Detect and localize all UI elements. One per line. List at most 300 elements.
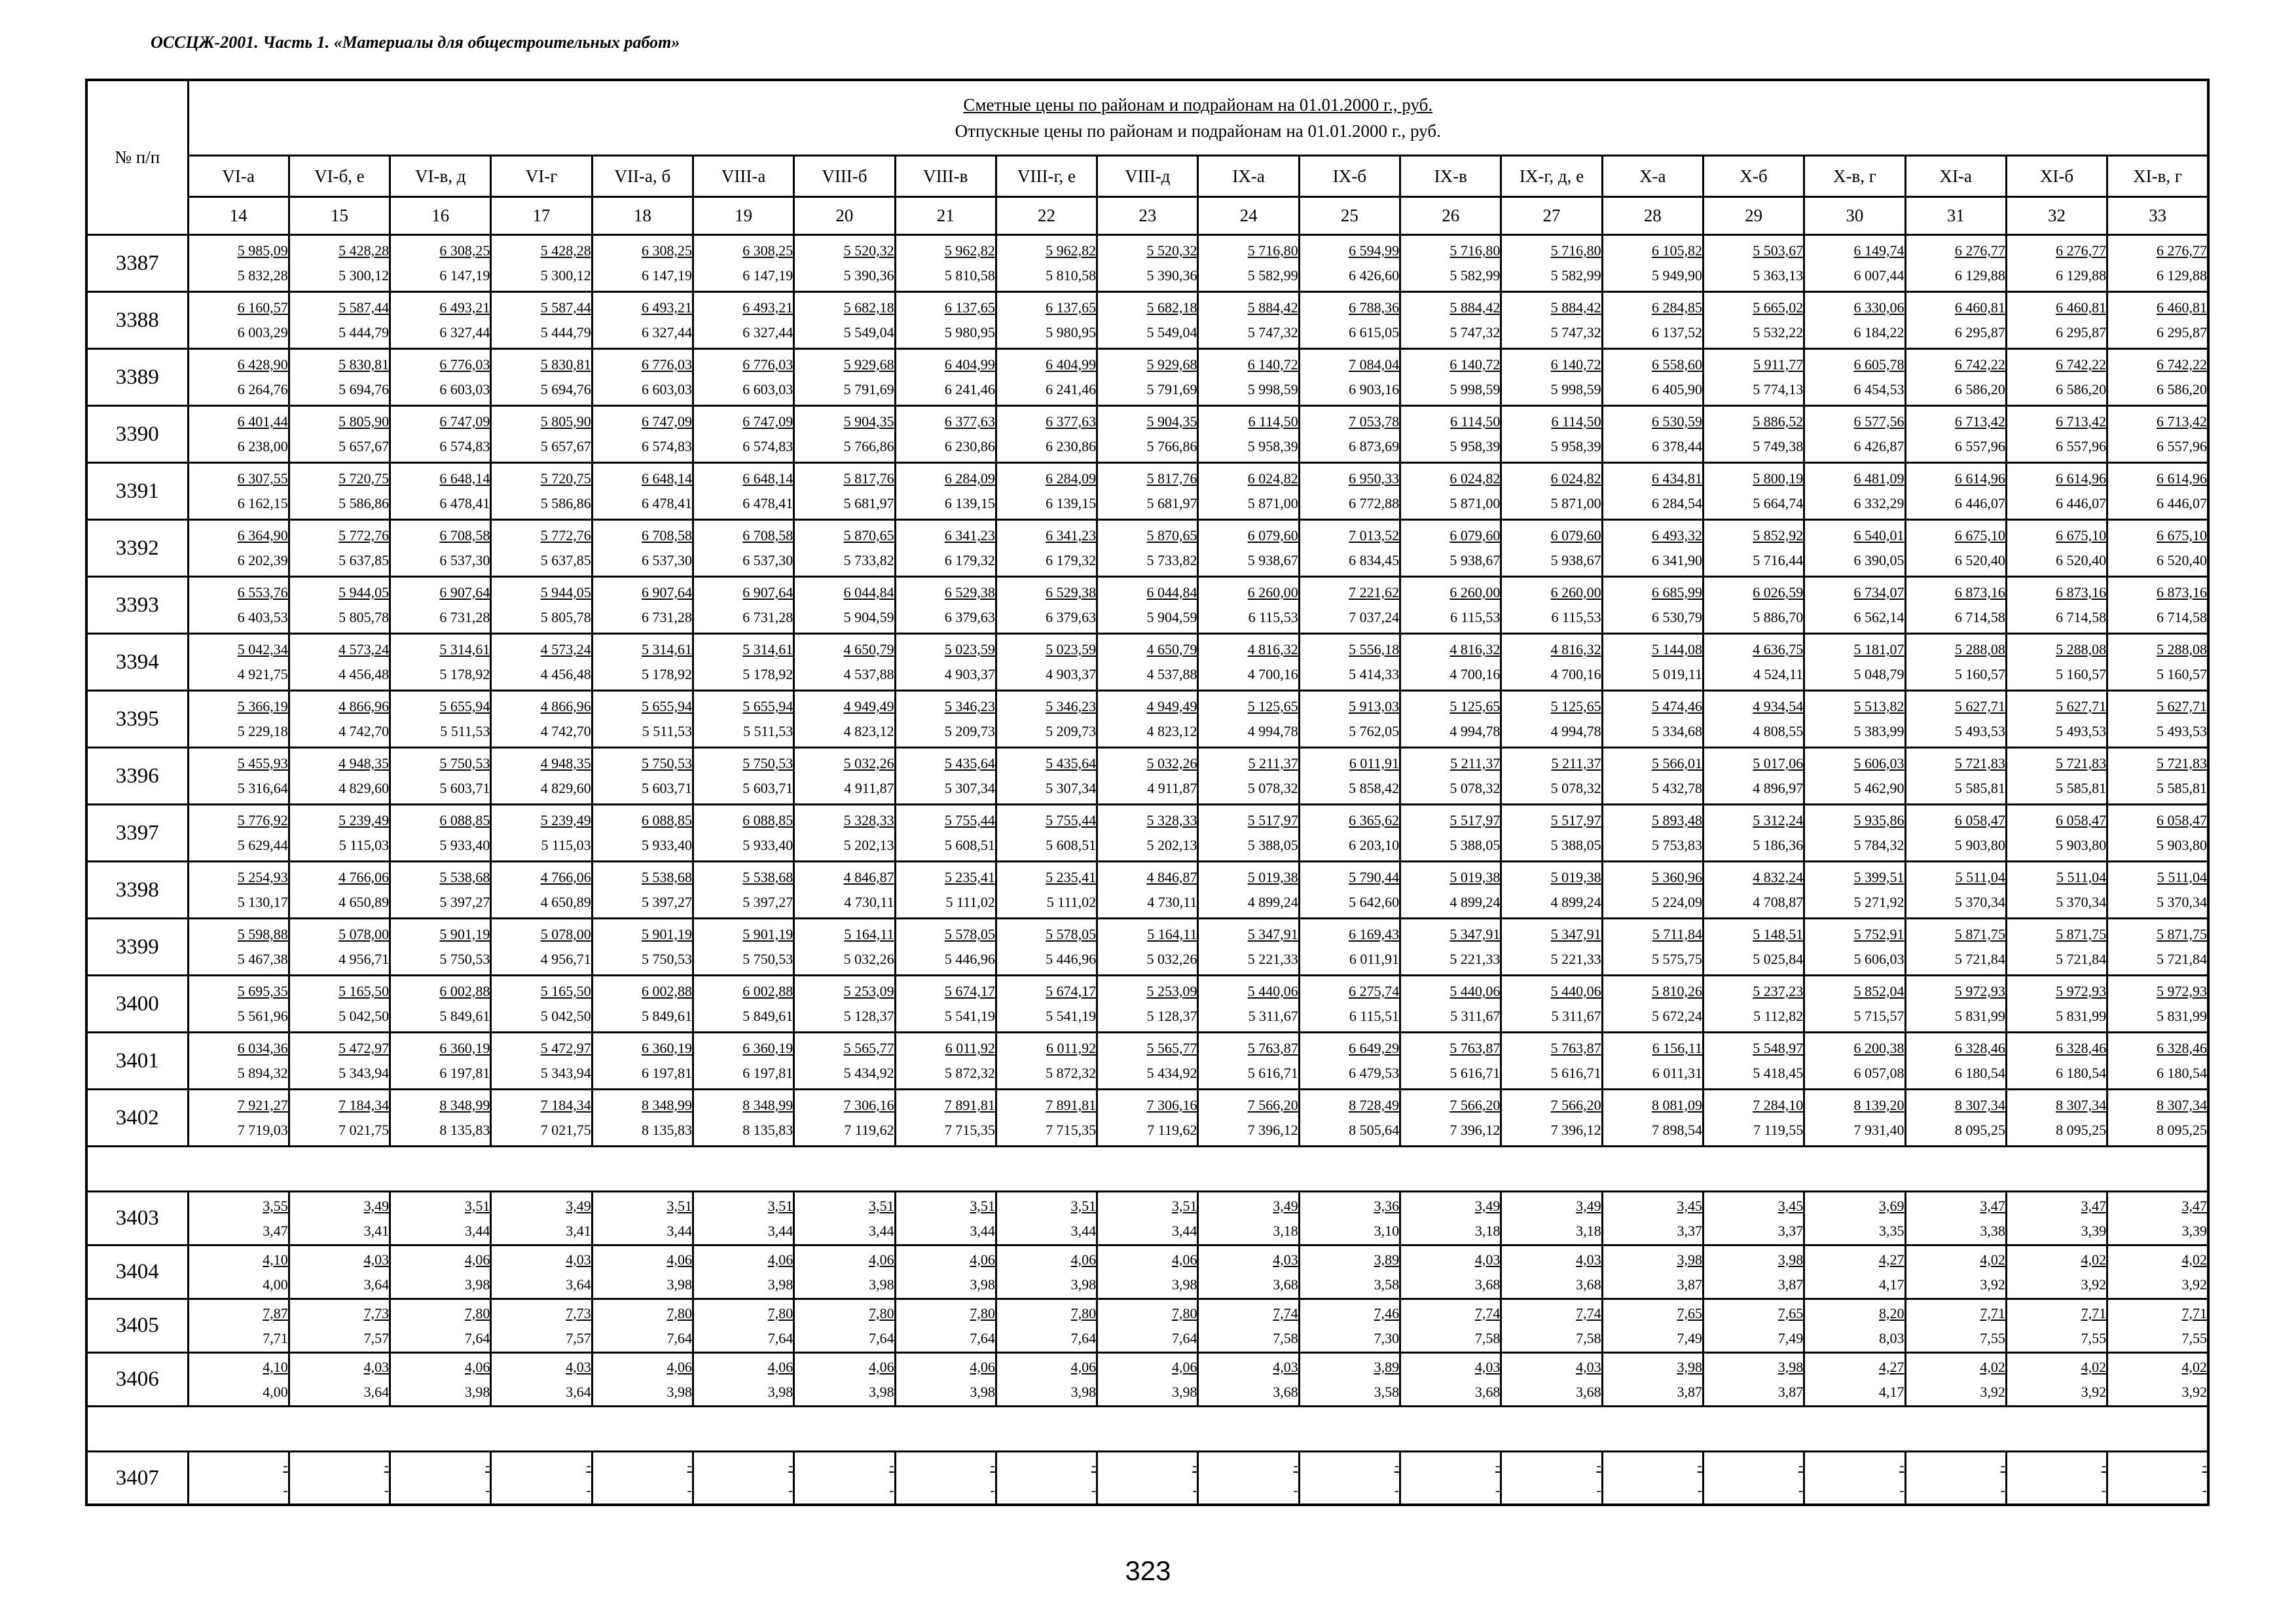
price-cell — [188, 748, 289, 805]
release-price: 6 390,05 — [1853, 552, 1904, 568]
price-cell — [1804, 1353, 1905, 1407]
price-cell — [592, 862, 693, 919]
release-price: 3,44 — [869, 1222, 894, 1239]
release-price: 6 520,40 — [2056, 552, 2107, 568]
table-row — [86, 976, 2208, 1033]
estimate-price: 6 364,90 — [237, 527, 288, 544]
release-price: 6 446,07 — [2056, 495, 2107, 511]
release-price: 4 899,24 — [1247, 894, 1298, 910]
estimate-price: 5 019,38 — [1550, 869, 1601, 885]
price-cell — [895, 1353, 996, 1407]
price-cell — [1703, 292, 1804, 349]
price-cell — [693, 463, 793, 520]
release-price: 5 657,67 — [338, 438, 390, 454]
estimate-price: 3,89 — [1374, 1358, 1400, 1375]
release-price: 5 111,02 — [1046, 894, 1097, 910]
release-price: - — [788, 1482, 793, 1498]
column-number: 19 — [693, 197, 793, 235]
estimate-price: 7,46 — [1374, 1304, 1400, 1321]
release-price: 5 042,50 — [540, 1008, 591, 1024]
price-cell — [1501, 349, 1602, 406]
estimate-price: 6 558,60 — [1651, 356, 1702, 373]
release-price: 6 203,10 — [1349, 837, 1400, 853]
estimate-price: 5 870,65 — [843, 527, 894, 544]
estimate-price: 6 260,00 — [1550, 584, 1601, 600]
row-number: 3391 — [86, 463, 188, 520]
estimate-price: 7 306,16 — [843, 1097, 894, 1113]
estimate-price: 5 674,17 — [1046, 983, 1097, 999]
price-cell — [895, 976, 996, 1033]
price-cell — [2006, 1033, 2107, 1090]
estimate-price: 7,74 — [1474, 1304, 1501, 1321]
release-price: 3,41 — [363, 1222, 390, 1239]
estimate-price: - — [1293, 1457, 1298, 1473]
column-number: 25 — [1299, 197, 1400, 235]
estimate-price: 5 288,08 — [2056, 641, 2107, 657]
release-price: 5 810,58 — [1046, 267, 1097, 284]
release-price: 7,55 — [2081, 1329, 2107, 1346]
estimate-price: 3,47 — [2181, 1197, 2207, 1214]
estimate-price: 6 648,14 — [641, 470, 692, 487]
release-price: 5 791,69 — [1146, 381, 1197, 397]
price-cell — [1299, 691, 1400, 748]
price-cell — [2006, 235, 2107, 292]
price-cell — [1198, 1090, 1299, 1147]
estimate-price: 5 655,94 — [641, 698, 692, 714]
price-cell — [188, 1090, 289, 1147]
estimate-price: 5 655,94 — [742, 698, 793, 714]
price-cell — [390, 1192, 491, 1246]
estimate-price: 6 114,50 — [1248, 413, 1298, 430]
estimate-price: 6 328,46 — [2157, 1040, 2207, 1056]
estimate-price: 5 511,04 — [1955, 869, 2005, 885]
price-cell — [491, 805, 592, 862]
release-price: 7,57 — [566, 1329, 591, 1346]
release-price: 8 095,25 — [2056, 1122, 2107, 1138]
release-price: 6 426,87 — [1853, 438, 1904, 454]
estimate-price: 5 817,76 — [1146, 470, 1197, 487]
estimate-price: 6 024,82 — [1550, 470, 1601, 487]
release-price: 6 731,28 — [439, 609, 490, 625]
release-price: 6 873,69 — [1349, 438, 1400, 454]
release-price: 6 446,07 — [1954, 495, 2005, 511]
release-price: 6 603,03 — [641, 381, 692, 397]
price-cell — [693, 406, 793, 463]
price-cell — [1602, 235, 1703, 292]
estimate-price: 4,27 — [1879, 1251, 1904, 1268]
release-price: 5 715,57 — [1853, 1008, 1904, 1024]
release-price: 5 541,19 — [1046, 1008, 1097, 1024]
estimate-price: 3,51 — [666, 1197, 692, 1214]
release-price: 4 911,87 — [1147, 780, 1197, 796]
price-cell — [1703, 406, 1804, 463]
estimate-price: 4,02 — [2181, 1251, 2207, 1268]
estimate-price: 6 742,22 — [2056, 356, 2107, 373]
release-price: 5 307,34 — [944, 780, 995, 796]
price-cell — [592, 406, 693, 463]
release-price: 5 178,92 — [439, 666, 490, 682]
price-cell — [1198, 691, 1299, 748]
price-cell — [996, 577, 1097, 634]
estimate-price: 4,02 — [2181, 1358, 2207, 1375]
price-cell — [1905, 805, 2006, 862]
release-price: 4 903,37 — [944, 666, 995, 682]
price-cell — [2006, 1246, 2107, 1299]
release-price: 5 444,79 — [540, 324, 591, 341]
release-price: 3,87 — [1777, 1276, 1804, 1293]
release-price: 5 747,32 — [1247, 324, 1298, 341]
estimate-price: 6 493,21 — [641, 299, 692, 316]
price-cell — [2107, 520, 2208, 577]
price-cell — [996, 1192, 1097, 1246]
estimate-price: 6 341,23 — [944, 527, 995, 544]
column-number: 15 — [289, 197, 390, 235]
release-price: 4 903,37 — [1046, 666, 1097, 682]
price-cell — [794, 1192, 895, 1246]
estimate-price: 6 428,90 — [237, 356, 288, 373]
price-cell — [289, 1192, 390, 1246]
estimate-price: - — [1394, 1457, 1400, 1473]
table-body — [86, 235, 2208, 1505]
price-cell — [1501, 1353, 1602, 1407]
release-price: 3,68 — [1474, 1276, 1501, 1293]
price-cell — [188, 1353, 289, 1407]
release-price: 4 708,87 — [1753, 894, 1804, 910]
estimate-price: 4 766,06 — [540, 869, 591, 885]
district-header: X-а — [1602, 156, 1703, 197]
release-price: 5 750,53 — [641, 951, 692, 967]
release-price: 5 721,84 — [1954, 951, 2005, 967]
release-price: 5 388,05 — [1449, 837, 1501, 853]
release-price: 6 129,88 — [2157, 267, 2207, 284]
estimate-price: 5 682,18 — [843, 299, 894, 316]
price-cell — [1905, 634, 2006, 691]
price-cell — [491, 520, 592, 577]
estimate-price: 6 140,72 — [1550, 356, 1601, 373]
price-cell — [895, 1033, 996, 1090]
estimate-price: 5 817,76 — [843, 470, 894, 487]
release-price: 5 221,33 — [1449, 951, 1501, 967]
price-cell — [996, 976, 1097, 1033]
release-price: 6 238,00 — [237, 438, 288, 454]
release-price: 3,87 — [1777, 1383, 1804, 1400]
release-price: 6 537,30 — [742, 552, 793, 568]
release-price: 5 300,12 — [540, 267, 591, 284]
price-cell — [2107, 1192, 2208, 1246]
price-cell — [1198, 520, 1299, 577]
release-price: 8 135,83 — [641, 1122, 692, 1138]
estimate-price: 5 511,04 — [2157, 869, 2207, 885]
estimate-price: 4 650,79 — [843, 641, 894, 657]
release-price: - — [1899, 1482, 1904, 1498]
release-price: 5 603,71 — [742, 780, 793, 796]
release-price: 6 405,90 — [1651, 381, 1702, 397]
price-cell — [996, 748, 1097, 805]
release-price: 3,98 — [1171, 1276, 1197, 1293]
row-number: 3404 — [86, 1246, 188, 1299]
price-cell — [289, 1299, 390, 1353]
estimate-price: 5 440,06 — [1550, 983, 1601, 999]
release-price: 6 478,41 — [641, 495, 692, 511]
release-price: 5 904,59 — [843, 609, 894, 625]
price-cell — [1299, 1246, 1400, 1299]
release-price: 5 128,37 — [843, 1008, 894, 1024]
release-price: 7 119,62 — [1147, 1122, 1197, 1138]
release-price: 5 128,37 — [1146, 1008, 1197, 1024]
estimate-price: - — [2202, 1457, 2207, 1473]
price-cell — [2006, 805, 2107, 862]
release-price: 6 403,53 — [237, 609, 288, 625]
price-cell — [592, 805, 693, 862]
release-price: 6 586,20 — [2056, 381, 2107, 397]
release-price: - — [1596, 1482, 1601, 1498]
table-row — [86, 1033, 2208, 1090]
release-price: 5 750,53 — [439, 951, 490, 967]
estimate-price: 6 404,99 — [1046, 356, 1097, 373]
price-cell — [491, 691, 592, 748]
price-cell — [1097, 520, 1198, 577]
estimate-price: 4,06 — [869, 1251, 894, 1268]
price-cell — [289, 748, 390, 805]
release-price: 7 715,35 — [944, 1122, 995, 1138]
release-price: 5 311,67 — [1551, 1008, 1601, 1024]
district-header: XI-в, г — [2107, 156, 2208, 197]
release-price: 3,68 — [1474, 1383, 1501, 1400]
column-number: 18 — [592, 197, 693, 235]
row-number: 3392 — [86, 520, 188, 577]
price-cell — [1501, 1452, 1602, 1505]
price-cell — [1804, 1246, 1905, 1299]
price-cell — [996, 520, 1097, 577]
price-cell — [1804, 1033, 1905, 1090]
estimate-price: 5 886,52 — [1753, 413, 1804, 430]
estimate-price: 4,03 — [363, 1251, 390, 1268]
release-price: 3,98 — [464, 1383, 490, 1400]
estimate-price: 6 284,85 — [1651, 299, 1702, 316]
release-price: 6 162,15 — [237, 495, 288, 511]
estimate-price: 5 239,49 — [540, 812, 591, 828]
price-cell — [1703, 691, 1804, 748]
release-price: - — [889, 1482, 894, 1498]
estimate-price: 5 165,50 — [338, 983, 390, 999]
estimate-price: 5 871,75 — [2056, 926, 2107, 942]
release-price: 8,03 — [1879, 1329, 1904, 1346]
release-price: 6 197,81 — [439, 1065, 490, 1081]
release-price: 4 456,48 — [540, 666, 591, 682]
price-cell — [1400, 1033, 1501, 1090]
release-price: 7 021,75 — [338, 1122, 390, 1138]
release-price: 5 397,27 — [439, 894, 490, 910]
estimate-price: 5 750,53 — [742, 755, 793, 771]
estimate-price: 6 540,01 — [1853, 527, 1904, 544]
release-price: 5 130,17 — [237, 894, 288, 910]
price-cell — [1299, 919, 1400, 976]
estimate-price: 4 573,24 — [540, 641, 591, 657]
release-price: - — [2000, 1482, 2005, 1498]
release-price: 6 137,52 — [1651, 324, 1702, 341]
price-cell — [188, 520, 289, 577]
price-cell — [188, 1299, 289, 1353]
release-price: 5 980,95 — [1046, 324, 1097, 341]
release-price: 6 714,58 — [2056, 609, 2107, 625]
price-cell — [1097, 349, 1198, 406]
release-price: 3,92 — [1980, 1383, 2005, 1400]
table-row — [86, 1452, 2208, 1505]
price-cell — [390, 292, 491, 349]
release-price: 6 834,45 — [1349, 552, 1400, 568]
price-cell — [2107, 292, 2208, 349]
table-title — [188, 80, 2208, 156]
estimate-price: 6 734,07 — [1853, 584, 1904, 600]
release-price: 3,10 — [1374, 1222, 1400, 1239]
price-cell — [1602, 463, 1703, 520]
estimate-price: 6 058,47 — [2056, 812, 2107, 828]
price-cell — [1804, 976, 1905, 1033]
row-number: 3399 — [86, 919, 188, 976]
release-price: 3,68 — [1576, 1383, 1601, 1400]
price-cell — [1198, 577, 1299, 634]
release-price: 7,58 — [1576, 1329, 1601, 1346]
price-cell — [794, 292, 895, 349]
price-cell — [1905, 691, 2006, 748]
table-row — [86, 1353, 2208, 1407]
price-cell — [390, 805, 491, 862]
estimate-price: 4,10 — [263, 1358, 288, 1375]
release-price: 5 112,82 — [1753, 1008, 1804, 1024]
release-price: 3,98 — [767, 1276, 793, 1293]
release-price: 5 383,99 — [1853, 723, 1904, 739]
release-price: 6 379,63 — [1046, 609, 1097, 625]
price-cell — [693, 1246, 793, 1299]
price-cell — [2006, 634, 2107, 691]
district-header: IX-а — [1198, 156, 1299, 197]
estimate-price: 4 816,32 — [1449, 641, 1501, 657]
price-cell — [1501, 520, 1602, 577]
release-price: 5 343,94 — [540, 1065, 591, 1081]
price-cell — [1501, 406, 1602, 463]
release-price: 5 904,59 — [1146, 609, 1197, 625]
release-price: 3,98 — [970, 1383, 995, 1400]
release-price: 4 829,60 — [540, 780, 591, 796]
district-header: X-б — [1703, 156, 1804, 197]
price-cell — [390, 406, 491, 463]
price-cell — [289, 1246, 390, 1299]
column-number: 16 — [390, 197, 491, 235]
estimate-price: 6 907,64 — [742, 584, 793, 600]
estimate-price: 5 972,93 — [2056, 983, 2107, 999]
estimate-price: 5 023,59 — [944, 641, 995, 657]
column-number: 27 — [1501, 197, 1602, 235]
estimate-price: 5 440,06 — [1449, 983, 1501, 999]
estimate-price: 5 366,19 — [237, 698, 288, 714]
release-price: 5 733,82 — [1146, 552, 1197, 568]
section-separator-cell — [86, 1147, 2208, 1192]
price-cell — [1905, 1353, 2006, 1407]
estimate-price: 5 598,88 — [237, 926, 288, 942]
release-price: 3,64 — [363, 1383, 390, 1400]
estimate-price: 4,03 — [566, 1251, 591, 1268]
release-price: 5 032,26 — [1146, 951, 1197, 967]
price-cell — [2006, 1192, 2107, 1246]
estimate-price: 6 275,74 — [1349, 983, 1400, 999]
estimate-price: - — [1798, 1457, 1804, 1473]
price-cell — [491, 748, 592, 805]
estimate-price: 5 901,19 — [641, 926, 692, 942]
estimate-price: 5 830,81 — [338, 356, 390, 373]
estimate-price: 5 032,26 — [1146, 755, 1197, 771]
release-price: 6 147,19 — [439, 267, 490, 284]
estimate-price: 6 907,64 — [641, 584, 692, 600]
release-price: 7,55 — [1980, 1329, 2005, 1346]
price-cell — [491, 406, 592, 463]
release-price: 5 832,28 — [237, 267, 288, 284]
price-cell — [1299, 1353, 1400, 1407]
release-price: 3,87 — [1677, 1383, 1702, 1400]
release-price: 5 115,03 — [338, 837, 390, 853]
release-price: - — [1091, 1482, 1097, 1498]
price-cell — [1299, 1299, 1400, 1353]
release-price: 5 872,32 — [1046, 1065, 1097, 1081]
price-cell — [693, 520, 793, 577]
estimate-price: 6 088,85 — [641, 812, 692, 828]
estimate-price: 5 314,61 — [742, 641, 793, 657]
price-cell — [1703, 1192, 1804, 1246]
estimate-price: 5 720,75 — [338, 470, 390, 487]
release-price: - — [485, 1482, 490, 1498]
release-price: 5 938,67 — [1247, 552, 1298, 568]
release-price: 5 311,67 — [1450, 1008, 1501, 1024]
release-price: 5 616,71 — [1449, 1065, 1501, 1081]
release-price: 6 129,88 — [1954, 267, 2005, 284]
release-price: 3,47 — [263, 1222, 288, 1239]
release-price: 3,64 — [566, 1276, 591, 1293]
release-price: 5 608,51 — [1046, 837, 1097, 853]
column-number-row — [86, 197, 2208, 235]
estimate-price: 6 137,65 — [1046, 299, 1097, 316]
price-cell — [390, 1033, 491, 1090]
estimate-price: 6 058,47 — [1954, 812, 2005, 828]
estimate-price: 8 307,34 — [2056, 1097, 2107, 1113]
estimate-price: 4,10 — [263, 1251, 288, 1268]
price-cell — [1400, 1246, 1501, 1299]
column-number: 17 — [491, 197, 592, 235]
release-price: 7,49 — [1777, 1329, 1804, 1346]
estimate-price: 5 078,00 — [540, 926, 591, 942]
release-price: - — [384, 1482, 390, 1498]
release-price: 3,98 — [1070, 1383, 1097, 1400]
price-cell — [2006, 1299, 2107, 1353]
price-cell — [1602, 1452, 1703, 1505]
price-cell — [895, 748, 996, 805]
price-cell — [1703, 1246, 1804, 1299]
estimate-price: 5 520,32 — [843, 242, 894, 259]
estimate-price: 7,65 — [1677, 1304, 1702, 1321]
price-cell — [390, 919, 491, 976]
price-cell — [1299, 805, 1400, 862]
estimate-price: 5 904,35 — [1146, 413, 1197, 430]
estimate-price: 4,06 — [970, 1358, 995, 1375]
release-price: 5 733,82 — [843, 552, 894, 568]
estimate-price: 6 360,19 — [641, 1040, 692, 1056]
price-cell — [2006, 349, 2107, 406]
column-number: 23 — [1097, 197, 1198, 235]
price-cell — [895, 634, 996, 691]
release-price: 5 672,24 — [1651, 1008, 1702, 1024]
release-price: 5 750,53 — [742, 951, 793, 967]
estimate-price: 5 587,44 — [338, 299, 390, 316]
price-cell — [1299, 1192, 1400, 1246]
estimate-price: 3,36 — [1374, 1197, 1400, 1214]
